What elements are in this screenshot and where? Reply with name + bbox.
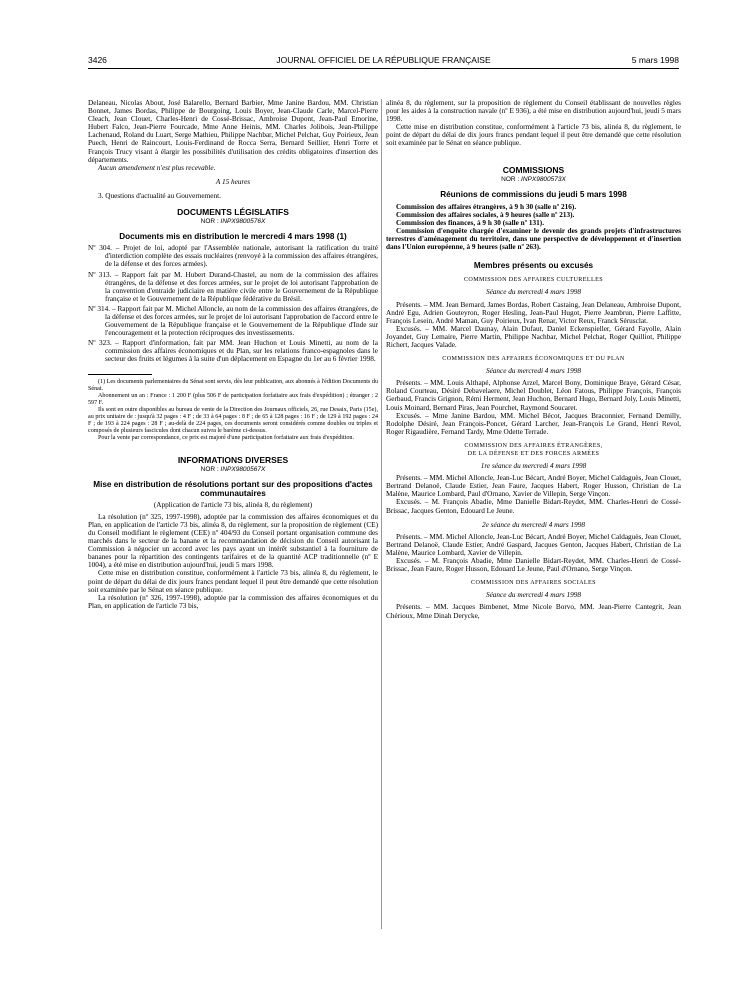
info-subtitle: (Application de l'article 73 bis, alinéa 8, du règlement) <box>153 500 313 509</box>
doc-item: Nº 323. – Rapport d'information, fait par MM. Jean Huchon et Louis Minetti, au nom de la commission des affaires économiques et du Plan, sur les relations franco-espagnoles dans le secteur des fruits et légumes à la suite d'un déplacement en Espagne du 1er au 6 février 1998. <box>88 339 378 364</box>
info-nor-code: INPX9800567X <box>220 465 266 473</box>
excuses-list: Excusés. – MM. Marcel Daunay, Alain Dufaut, Daniel Eckenspieller, Gérard Fayolle, Alain Joyandet, Guy Lemaire, Pierre Martin, Philippe Nachbar, Michel Pelchat, Roger Quilliot, Philippe Richert, Jacques Valade. <box>386 324 681 349</box>
page-number: 3426 <box>88 55 107 65</box>
info-nor-label: NOR : <box>200 465 219 473</box>
docs-nor <box>88 218 378 226</box>
commission-name: COMMISSION DES AFFAIRES SOCIALES <box>471 580 596 587</box>
intro-paragraph: Delaneau, Nicolas About, José Balarello, Bernard Barbier, Mme Janine Bardou, MM. Christian Bonnet, James Bordas, Philippe de Bourgoing, Louis Boyer, Jean-Claude Carle, Marcel-Pierre Cleach, Jean Clouet, Charles-Henri de Cossé-Brissac, Ambroise Dupont, Jean-Paul Emorine, Hubert Falco, Jean-Pierre Fourcade, Mme Anne Heinis, MM. Charles Jolibois, Jean-Philippe Lachenaud, Roland du Luart, Serge Mathieu, Philippe Nachbar, Michel Pelchat, Guy Poirieux, Jean Puech, Henri de Raincourt, Louis-Ferdinand de Rocca Serra, Bernard Seillier, Henri Torre et François Trucy visant à élargir les possibilités d'utilisation des crédits obligatoires d'insertion des départements. <box>88 99 378 164</box>
footnote: Pour la vente par correspondance, ce prix est majoré d'une participation forfaitaire aux frais d'expédition. <box>98 434 354 441</box>
info-heading: INFORMATIONS DIVERSES <box>177 454 289 465</box>
issue-date: 5 mars 1998 <box>631 55 679 65</box>
doc-item: Nº 314. – Rapport fait par M. Michel Alloncle, au nom de la commission des affaires étrangères, de la défense et des forces armées, sur le projet de loi autorisant l'approbation de l'accord entre le Gouvernement de la République française et le Gouvernement de la République d'Inde sur l'encouragement et la protection réciproques des investissements. <box>88 304 378 338</box>
continued-paragraph: alinéa 8, du règlement, sur la proposition de règlement du Conseil établissant de nouvelles règles pour les aides à la construction navale (nº E 936), a été mise en distribution aujourd'hui, jeudi 5 mars 1998. <box>386 99 681 124</box>
presents-list: Présents. – MM. Jacques Bimbenet, Mme Nicole Borvo, MM. Jean-Pierre Cantegrit, Jean Chérioux, Mme Dinah Derycke, <box>386 603 681 620</box>
footnote: (1) Les documents parlementaires du Sénat sont servis, dès leur publication, aux abonnés à l'édition Documents du Sénat. <box>88 378 378 392</box>
resolution-325-note: Cette mise en distribution constitue, conformément à l'article 73 bis, alinéa 8, du règlement, le point de départ du délai de dix jours francs pendant lequel il peut être demandé que cette résolution soit examinée par le Sénat en séance publique. <box>88 569 378 594</box>
commissions-nor-label: NOR : <box>501 175 520 183</box>
meeting-item: Commission des finances, à 9 h 30 (salle nº 131). <box>396 218 545 227</box>
presents-list: Présents. – MM. Jean Bernard, James Bordas, Robert Castaing, Jean Delaneau, Ambroise Dupont, André Egu, Adrien Gouteyron, Roger Hesling, Jean-Paul Hugot, Pierre Jeambrun, Pierre Laffitte, François Lesein, André Maman, Guy Poirieux, Ivan Renar, Victor Reux, Franck Sérusclat. <box>386 300 681 325</box>
excuses-list: Excusés. – M. François Abadie, Mme Danielle Bidart-Reydet, MM. Charles-Henri de Cossé-Brissac, Jean Faure, Roger Husson, Edouard Le Jeune, Paul d'Ornano, Serge Vinçon. <box>386 557 681 574</box>
info-title: Mise en distribution de résolutions portant sur des propositions d'actes communautaires <box>93 479 373 498</box>
seance-date: Séance du mercredi 4 mars 1998 <box>485 288 582 297</box>
session-time: A 15 heures <box>215 177 251 186</box>
meeting-item: Commission des affaires étrangères, à 9 h 30 (salle nº 216). <box>396 202 577 211</box>
seance-date: 2e séance du mercredi 4 mars 1998 <box>482 520 585 529</box>
commission-name-line2: DE LA DÉFENSE ET DES FORCES ARMÉES <box>467 451 600 457</box>
header-rule <box>88 68 679 69</box>
doc-item: Nº 313. – Rapport fait par M. Hubert Durand-Chastel, au nom de la commission des affaires étrangères, de la défense et des forces armées, sur le projet de loi autorisant l'approbation de la convention d'entraide judiciaire en matière civile entre le Gouvernement de la République française et le Gouvernement de la République fédérative du Brésil. <box>88 270 378 303</box>
presents-list: Présents. – MM. Michel Alloncle, Jean-Luc Bécart, André Boyer, Michel Caldaguès, Jean Clouet, Bertrand Delanoë, Claude Estier, Jean Faure, Jacques Habert, Roger Husson, Christian de La Malène, Maurice Lombard, Paul d'Ornano, Xavier de Villepin, Serge Vinçon. <box>386 474 681 499</box>
commissions-heading: COMMISSIONS <box>502 164 565 175</box>
meeting-item: Commission d'enquête chargée d'examiner le devenir des grands projets d'infrastructures terrestres d'aménagement du territoire, dans une perspective de développement et d'insertion dans l'Union européenne, à 9 heures (salle nº 263). <box>386 227 681 252</box>
footnote: Ils sont en outre disponibles au bureau de vente de la Direction des Journaux officiels, 26, rue Desaix, Paris (15e), au prix unitaire de : jusqu'à 32 pages : 4 F ; de 33 à 64 pages : 8 F ; de 65 à 128 pages : 16 F ; de 129 à 192 pages : 24 F ; de 193 à 224 pages : 28 F ; au-delà de 224 pages, ces documents seront considérés comme doubles ou triples et composés de plusieurs fascicules dont chacun suivra le barème ci-dessus. <box>88 406 378 434</box>
commission-name: COMMISSION DES AFFAIRES CULTURELLES <box>463 277 604 284</box>
docs-heading: DOCUMENTS LÉGISLATIFS <box>177 207 289 218</box>
seance-date: 1re séance du mercredi 4 mars 1998 <box>480 462 587 471</box>
commissions-nor <box>386 176 681 184</box>
questions-item: 3. Questions d'actualité au Gouvernement. <box>98 191 221 200</box>
commissions-nor-code: INPX9800573X <box>521 175 566 183</box>
presents-list: Présents. – MM. Michel Alloncle, Jean-Luc Bécart, André Boyer, Michel Caldaguès, Jean Clouet, Bertrand Delanoë, Claude Estier, André Gaspard, Jacques Genton, Jacques Habert, Christian de La Malène, Maurice Lombard, Xavier de Villepin. <box>386 532 681 557</box>
seance-date: Séance du mercredi 4 mars 1998 <box>485 367 582 376</box>
continued-paragraph-note: Cette mise en distribution constitue, conformément à l'article 73 bis, alinéa 8, du règlement, le point de départ du délai de dix jours francs pendant lequel il peut être demandé que cette résolution soit examinée par le Sénat en séance publique. <box>386 123 681 148</box>
column-divider <box>381 99 382 929</box>
footnote: Abonnement un an : France : 1 200 F (plus 506 F de participation forfaitaire aux frais d'expédition) ; étranger : 2 597 F. <box>88 392 378 406</box>
resolution-325: La résolution (nº 325, 1997-1998), adoptée par la commission des affaires économiques et du Plan, en application de l'article 73 bis, alinéa 8, du règlement, sur la proposition de règlement (CE) du Conseil modifiant le règlement (CEE) nº 404/93 du Conseil portant organisation commune des marchés dans le secteur de la banane et la recommandation de décision du Conseil autorisant la Commission à négocier un accord avec les pays ayant un intérêt substantiel à la fourniture de bananes pour la répartition des contingents tarifaires et de la quantité ACP traditionnelle (nº E 1004), a été mise en distribution aujourd'hui, jeudi 5 mars 1998. <box>88 512 378 570</box>
seance-date: Séance du mercredi 4 mars 1998 <box>485 591 582 600</box>
docs-title: Documents mis en distribution le mercredi 4 mars 1998 (1) <box>119 232 347 242</box>
right-column <box>386 99 681 620</box>
excuses-list: Excusés. – M. François Abadie, Mme Danielle Bidart-Reydet, MM. Charles-Henri de Cossé-Brissac, Jacques Genton, Edouard Le Jeune. <box>386 498 681 515</box>
members-title: Membres présents ou excusés <box>473 261 594 271</box>
excuses-list: Excusés. – Mme Janine Bardou, MM. Michel Bécot, Jacques Braconnier, Fernand Demilly, Rodolphe Désiré, Jean François-Poncet, Gérard Larcher, Jean-François Le Grand, Henri Revol, Roger Rigaudière, Fernand Tardy, Mme Odette Terrade. <box>386 411 681 436</box>
docs-nor-label: NOR : <box>200 218 219 226</box>
left-column <box>88 99 378 610</box>
doc-item: Nº 304. – Projet de loi, adopté par l'Assemblée nationale, autorisant la ratification du traité d'interdiction complète des essais nucléaires (renvoyé à la commission des affaires étrangères, de la défense et des forces armées). <box>88 244 378 269</box>
journal-title: JOURNAL OFFICIEL DE LA RÉPUBLIQUE FRANÇAISE <box>276 55 491 65</box>
commissions-title: Réunions de commissions du jeudi 5 mars 1998 <box>440 189 627 199</box>
amendment-note: Aucun amendement n'est plus recevable. <box>98 163 216 172</box>
info-nor <box>88 466 378 474</box>
resolution-326: La résolution (nº 326, 1997-1998), adoptée par la commission des affaires économiques et du Plan, en application de l'article 73 bis, <box>88 593 378 610</box>
docs-nor-code: INPX9800576X <box>220 218 266 226</box>
commission-name: COMMISSION DES AFFAIRES ÉTRANGÈRES, <box>464 442 603 449</box>
commission-name: COMMISSION DES AFFAIRES ÉCONOMIQUES ET DU PLAN <box>442 356 625 363</box>
meeting-item: Commission des affaires sociales, à 9 heures (salle nº 213). <box>396 210 575 219</box>
footnote-rule <box>88 374 152 375</box>
presents-list: Présents. – MM. Louis Althapé, Alphonse Arzel, Marcel Bony, Dominique Braye, Gérard César, Roland Courteau, Désiré Debavelaere, Michel Doublet, Léon Fatous, Philippe François, François Gerbaud, Francis Grignon, Rémi Herment, Jean Huchon, Bernard Hugo, Bernard Joly, Louis Minetti, Louis Moinard, Bernard Piras, Jean Pourchet, Raymond Soucaret. <box>386 379 681 412</box>
